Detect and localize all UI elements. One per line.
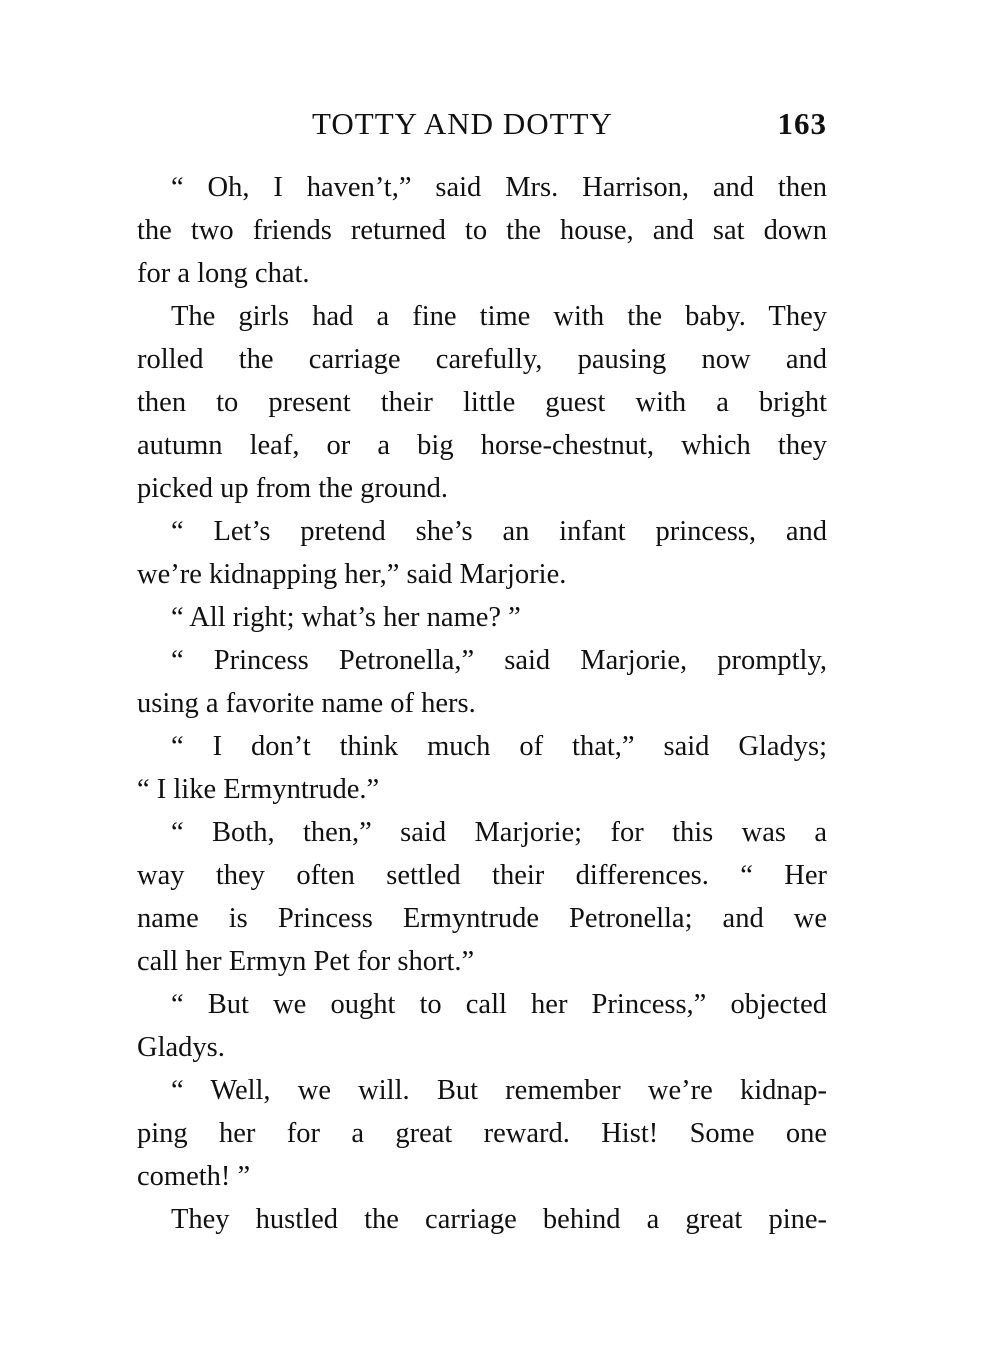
text-line: “ Oh, I haven’t,” said Mrs. Harrison, and then [171,172,827,203]
text-line: Gladys. [137,1032,225,1063]
body-text [137,166,827,1241]
text-line: picked up from the ground. [137,473,449,504]
text-line: we’re kidnapping her,” said Marjorie. [137,559,567,590]
text-line: cometh! ” [137,1161,251,1192]
text-line: “ Let’s pretend she’s an infant princess, and [171,516,827,547]
text-line: The girls had a fine time with the baby. They [171,301,827,332]
text-line: autumn leaf, or a big horse-chestnut, which they [137,430,827,461]
text-line: name is Princess Ermyntrude Petronella; and we [137,903,827,934]
text-line: rolled the carriage carefully, pausing now and [137,344,827,375]
text-line: “ Well, we will. But remember we’re kidnap- [171,1075,827,1106]
text-line: “ I don’t think much of that,” said Gladys; [171,731,827,762]
text-line: for a long chat. [137,258,310,289]
text-line: “ But we ought to call her Princess,” objected [171,989,827,1020]
page-number: 163 [777,106,827,141]
running-title: TOTTY AND DOTTY [312,106,613,141]
text-line: way they often settled their differences. “ Her [137,860,827,891]
running-head [137,106,827,150]
text-line: They hustled the carriage behind a great pine- [171,1204,827,1235]
text-line: “ Princess Petronella,” said Marjorie, promptly, [171,645,827,676]
text-line: the two friends returned to the house, and sat down [137,215,827,246]
text-line: “ All right; what’s her name? ” [171,602,521,633]
text-line: then to present their little guest with a bright [137,387,827,418]
text-line: “ I like Ermyntrude.” [137,774,380,805]
text-line: “ Both, then,” said Marjorie; for this was a [171,817,827,848]
text-line: using a favorite name of hers. [137,688,476,719]
text-line: ping her for a great reward. Hist! Some one [137,1118,827,1149]
text-line: call her Ermyn Pet for short.” [137,946,475,977]
